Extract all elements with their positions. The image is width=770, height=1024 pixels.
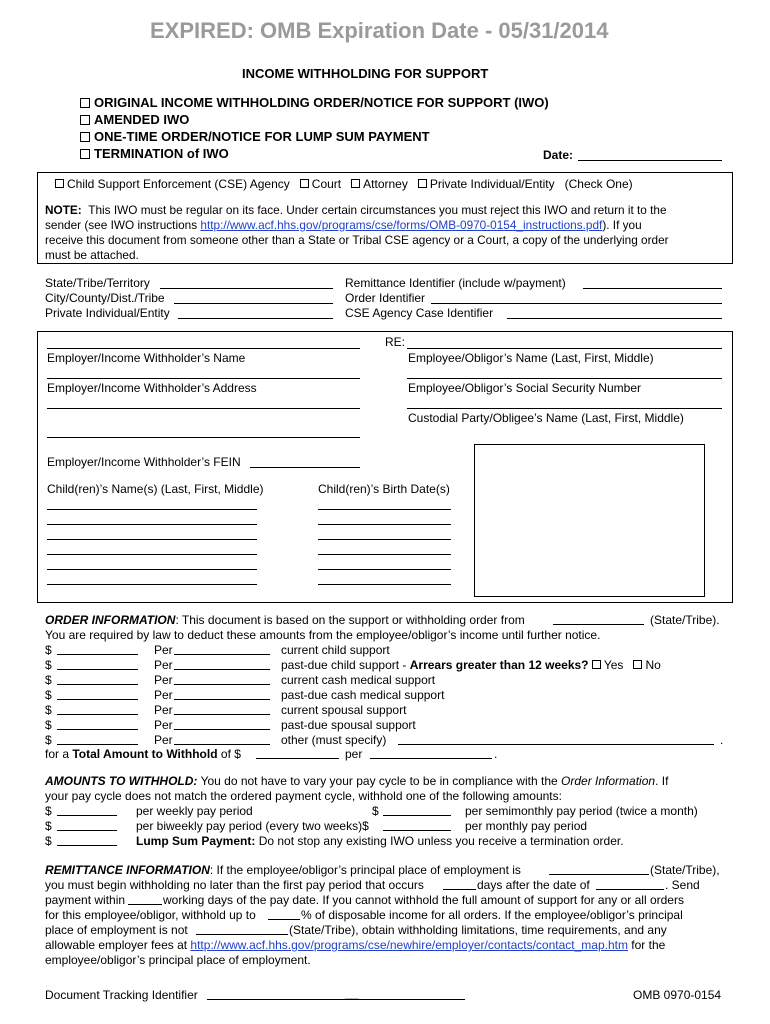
expired-banner: EXPIRED: OMB Expiration Date - 05/31/2014	[150, 18, 609, 43]
remit-date-field[interactable]	[596, 889, 664, 890]
biweekly-dollar: $	[45, 819, 52, 833]
remit-line-6	[45, 938, 665, 952]
tracking-mark: __	[345, 986, 359, 1000]
note-line-2: sender (see IWO instructions	[45, 218, 201, 232]
amounts-line-2: your pay cycle does not match the ordered payment cycle, withhold one of the following amounts:	[45, 789, 562, 803]
check-one-label: (Check One)	[564, 177, 633, 191]
option-amended-label: AMENDED IWO	[94, 112, 190, 127]
semimonthly-label: per semimonthly pay period (twice a month)	[465, 804, 698, 818]
order-dollar: $	[45, 643, 52, 657]
checkbox-private[interactable]	[418, 179, 427, 188]
note-label: NOTE:	[45, 203, 82, 217]
remit-line-4b: % of disposable income for all orders. If the employee/obligor’s principal	[301, 908, 683, 922]
total-period: .	[494, 747, 498, 761]
semimonthly-dollar: $	[372, 804, 379, 818]
city-label: City/County/Dist./Tribe	[45, 291, 165, 305]
arrears-yes-label: Yes	[603, 658, 624, 672]
contact-map-link[interactable]: http://www.acf.hhs.gov/programs/cse/newhire/employer/contacts/contact_map.htm	[190, 938, 628, 952]
biweekly-label: per biweekly pay period (every two weeks)$	[136, 819, 369, 833]
private-entity-label: Private Individual/Entity	[45, 306, 170, 320]
lump-amount-field[interactable]	[57, 845, 117, 846]
amounts-text: You do not have to vary your pay cycle to be in compliance with the	[200, 774, 558, 788]
remit-state-label: (State/Tribe),	[650, 863, 720, 877]
order-per: Per	[154, 733, 173, 747]
order-info-heading: ORDER INFORMATION	[45, 613, 176, 627]
cse-case-field[interactable]	[507, 318, 722, 319]
sender-cse-label: Child Support Enforcement (CSE) Agency	[67, 177, 290, 191]
omb-number: OMB 0970-0154	[633, 988, 722, 1002]
order-item-label: current child support	[281, 643, 390, 657]
total-label: Total Amount to Withhold	[72, 747, 218, 761]
option-lump-sum-label: ONE-TIME ORDER/NOTICE FOR LUMP SUM PAYMENT	[94, 129, 430, 144]
remit-days-field[interactable]	[443, 889, 476, 890]
sender-type-row	[55, 177, 633, 191]
employer-address-field-3[interactable]	[47, 437, 360, 438]
lump-dollar: $	[45, 834, 52, 848]
state-tribe-field[interactable]	[160, 288, 333, 289]
order-state-field[interactable]	[553, 624, 644, 625]
order-amount-field[interactable]	[57, 684, 138, 685]
tracking-label: Document Tracking Identifier	[45, 988, 198, 1002]
child-name-field[interactable]	[47, 524, 257, 525]
employer-fein-label: Employer/Income Withholder’s FEIN	[47, 455, 241, 469]
order-amount-field[interactable]	[57, 729, 138, 730]
order-item-label: past-due cash medical support	[281, 688, 445, 702]
amounts-text-end: . If	[655, 774, 669, 788]
order-item-label: past-due spousal support	[281, 718, 416, 732]
total-per-field[interactable]	[370, 758, 492, 759]
total-of: of $	[220, 747, 241, 761]
child-dob-field[interactable]	[318, 524, 451, 525]
private-entity-field[interactable]	[178, 318, 333, 319]
arrears-question: Arrears greater than 12 weeks?	[409, 658, 589, 672]
remit-working-days-field[interactable]	[128, 904, 162, 905]
order-per: Per	[154, 688, 173, 702]
order-amount-field[interactable]	[57, 744, 138, 745]
semimonthly-amount-field[interactable]	[383, 815, 451, 816]
weekly-amount-field[interactable]	[57, 815, 117, 816]
order-per-field[interactable]	[174, 669, 270, 670]
checkbox-arrears-yes[interactable]	[592, 660, 601, 669]
option-amended[interactable]	[80, 112, 189, 127]
checkbox-attorney[interactable]	[351, 179, 360, 188]
child-name-field[interactable]	[47, 554, 257, 555]
obligor-name-field[interactable]	[407, 348, 722, 349]
order-amount-field[interactable]	[57, 699, 138, 700]
order-per-field[interactable]	[174, 684, 270, 685]
remit-state-field[interactable]	[549, 874, 649, 875]
remit-line-3a: payment within	[45, 893, 126, 907]
date-field[interactable]	[578, 160, 722, 161]
remit-line-5b: (State/Tribe), obtain withholding limitations, time requirements, and any	[289, 923, 667, 937]
lump-sum-text: Do not stop any existing IWO unless you receive a termination order.	[258, 834, 624, 848]
order-item-label: other (must specify)	[281, 733, 387, 747]
order-per: Per	[154, 658, 173, 672]
order-other-period: .	[720, 733, 724, 747]
employer-name-field[interactable]	[47, 348, 360, 349]
arrears-no-label: No	[645, 658, 661, 672]
child-name-field[interactable]	[47, 509, 257, 510]
child-name-field[interactable]	[47, 584, 257, 585]
sender-attorney-label: Attorney	[363, 177, 408, 191]
order-item-label: current spousal support	[281, 703, 407, 717]
remit-line-4a: for this employee/obligor, withhold up to	[45, 908, 256, 922]
obligor-name-label: Employee/Obligor’s Name (Last, First, Middle)	[408, 351, 654, 365]
city-field[interactable]	[174, 303, 333, 304]
remit-line-2c: . Send	[665, 878, 700, 892]
custodial-label: Custodial Party/Obligee’s Name (Last, First, Middle)	[408, 411, 684, 425]
order-dollar: $	[45, 733, 52, 747]
lump-sum-label: Lump Sum Payment:	[136, 834, 256, 848]
order-per-field[interactable]	[174, 729, 270, 730]
remit-line-2b: days after the date of	[477, 878, 590, 892]
note-line-3: receive this document from someone other than a State or Tribal CSE agency or a Court, a copy of the underlying order	[45, 233, 669, 247]
order-amount-field[interactable]	[57, 654, 138, 655]
order-dollar: $	[45, 718, 52, 732]
monthly-label: per monthly pay period	[465, 819, 588, 833]
remit-line-6b: for the	[627, 938, 666, 952]
note-line-4: must be attached.	[45, 248, 139, 262]
option-original[interactable]	[80, 95, 549, 110]
instructions-link[interactable]: http://www.acf.hhs.gov/programs/cse/forms/OMB-0970-0154_instructions.pdf	[200, 218, 603, 232]
option-lump-sum[interactable]	[80, 129, 430, 144]
checkbox-arrears-no[interactable]	[633, 660, 642, 669]
option-termination[interactable]	[80, 146, 229, 161]
employer-address-field-2[interactable]	[47, 408, 360, 409]
checkbox-termination[interactable]	[80, 149, 90, 159]
remit-line-7: employee/obligor’s principal place of employment.	[45, 953, 311, 967]
order-item-past-due-child	[281, 658, 661, 672]
lump-sum-row	[136, 834, 624, 848]
order-amount-field[interactable]	[57, 669, 138, 670]
total-amount-field[interactable]	[256, 758, 339, 759]
remit-text-1: : If the employee/obligor’s principal place of employment is	[209, 863, 521, 877]
child-dob-field[interactable]	[318, 554, 451, 555]
order-dollar: $	[45, 688, 52, 702]
weekly-label: per weekly pay period	[136, 804, 253, 818]
tracking-field[interactable]	[207, 999, 465, 1000]
sender-private-label: Private Individual/Entity	[429, 177, 555, 191]
weekly-dollar: $	[45, 804, 52, 818]
checkbox-original[interactable]	[80, 98, 90, 108]
total-per-label: per	[345, 747, 363, 761]
order-info-line-1	[45, 613, 525, 627]
re-label: RE:	[385, 335, 406, 349]
amounts-line-1	[45, 774, 668, 788]
order-per: Per	[154, 673, 173, 687]
order-dollar: $	[45, 658, 52, 672]
child-name-field[interactable]	[47, 569, 257, 570]
remit-line-5a: place of employment is not	[45, 923, 188, 937]
obligor-ssn-field[interactable]	[407, 378, 722, 379]
order-per: Per	[154, 718, 173, 732]
date-label: Date:	[543, 148, 574, 162]
remittance-id-label: Remittance Identifier (include w/payment)	[345, 276, 566, 290]
order-info-line-2: You are required by law to deduct these amounts from the employee/obligor’s income until further notice.	[45, 628, 601, 642]
remit-line-2a: you must begin withholding no later than the first pay period that occurs	[45, 878, 424, 892]
order-dollar: $	[45, 673, 52, 687]
checkbox-amended[interactable]	[80, 115, 90, 125]
remit-heading: REMITTANCE INFORMATION	[45, 863, 210, 877]
sender-court-label: Court	[311, 177, 342, 191]
state-tribe-label: State/Tribe/Territory	[45, 276, 150, 290]
cse-case-label: CSE Agency Case Identifier	[345, 306, 494, 320]
order-other-field[interactable]	[398, 744, 714, 745]
address-box[interactable]	[474, 444, 705, 597]
checkbox-cse[interactable]	[55, 179, 64, 188]
amounts-order-info-ref: Order Information	[561, 774, 656, 788]
obligor-ssn-label: Employee/Obligor’s Social Security Number	[408, 381, 641, 395]
employer-name-label: Employer/Income Withholder’s Name	[47, 351, 246, 365]
children-dob-label: Child(ren)’s Birth Date(s)	[318, 482, 450, 496]
order-per: Per	[154, 703, 173, 717]
order-per-field[interactable]	[174, 744, 270, 745]
form-title: INCOME WITHHOLDING FOR SUPPORT	[242, 66, 489, 81]
total-amount-row	[45, 747, 241, 761]
child-dob-field[interactable]	[318, 539, 451, 540]
biweekly-amount-field[interactable]	[57, 830, 117, 831]
remit-not-state-field[interactable]	[196, 934, 288, 935]
order-state-label: (State/Tribe).	[650, 613, 720, 627]
order-per-field[interactable]	[174, 654, 270, 655]
children-names-label: Child(ren)’s Name(s) (Last, First, Middle)	[47, 482, 264, 496]
checkbox-court[interactable]	[300, 179, 309, 188]
monthly-amount-field[interactable]	[383, 830, 451, 831]
order-per-field[interactable]	[174, 714, 270, 715]
amounts-heading: AMOUNTS TO WITHHOLD:	[45, 774, 198, 788]
order-id-field[interactable]	[431, 303, 722, 304]
employer-address-field-1[interactable]	[47, 378, 360, 379]
order-per-field[interactable]	[174, 699, 270, 700]
order-id-label: Order Identifier	[345, 291, 426, 305]
remittance-id-field[interactable]	[583, 288, 722, 289]
order-per: Per	[154, 643, 173, 657]
remit-percent-field[interactable]	[268, 919, 300, 920]
employer-fein-field[interactable]	[250, 467, 360, 468]
remit-line-3b: working days of the pay date. If you cannot withhold the full amount of support for any or all orders	[163, 893, 684, 907]
child-dob-field[interactable]	[318, 584, 451, 585]
order-item-label: current cash medical support	[281, 673, 436, 687]
note-line-2-end: ). If you	[602, 218, 642, 232]
order-item-label: past-due child support -	[281, 658, 410, 672]
remit-line-1	[45, 863, 521, 877]
employer-address-label: Employer/Income Withholder’s Address	[47, 381, 257, 395]
order-info-text: : This document is based on the support or withholding order from	[175, 613, 525, 627]
order-amount-field[interactable]	[57, 714, 138, 715]
custodial-field[interactable]	[407, 408, 722, 409]
option-original-label: ORIGINAL INCOME WITHHOLDING ORDER/NOTICE FOR SUPPORT (IWO)	[94, 95, 549, 110]
child-name-field[interactable]	[47, 539, 257, 540]
note-line-1: This IWO must be regular on its face. Under certain circumstances you must reject this IWO and return it to the	[88, 203, 667, 217]
remit-line-6a: allowable employer fees at	[45, 938, 191, 952]
checkbox-lump-sum[interactable]	[80, 132, 90, 142]
order-dollar: $	[45, 703, 52, 717]
option-termination-label: TERMINATION of IWO	[94, 146, 229, 161]
child-dob-field[interactable]	[318, 569, 451, 570]
child-dob-field[interactable]	[318, 509, 451, 510]
total-pre: for a	[45, 747, 73, 761]
